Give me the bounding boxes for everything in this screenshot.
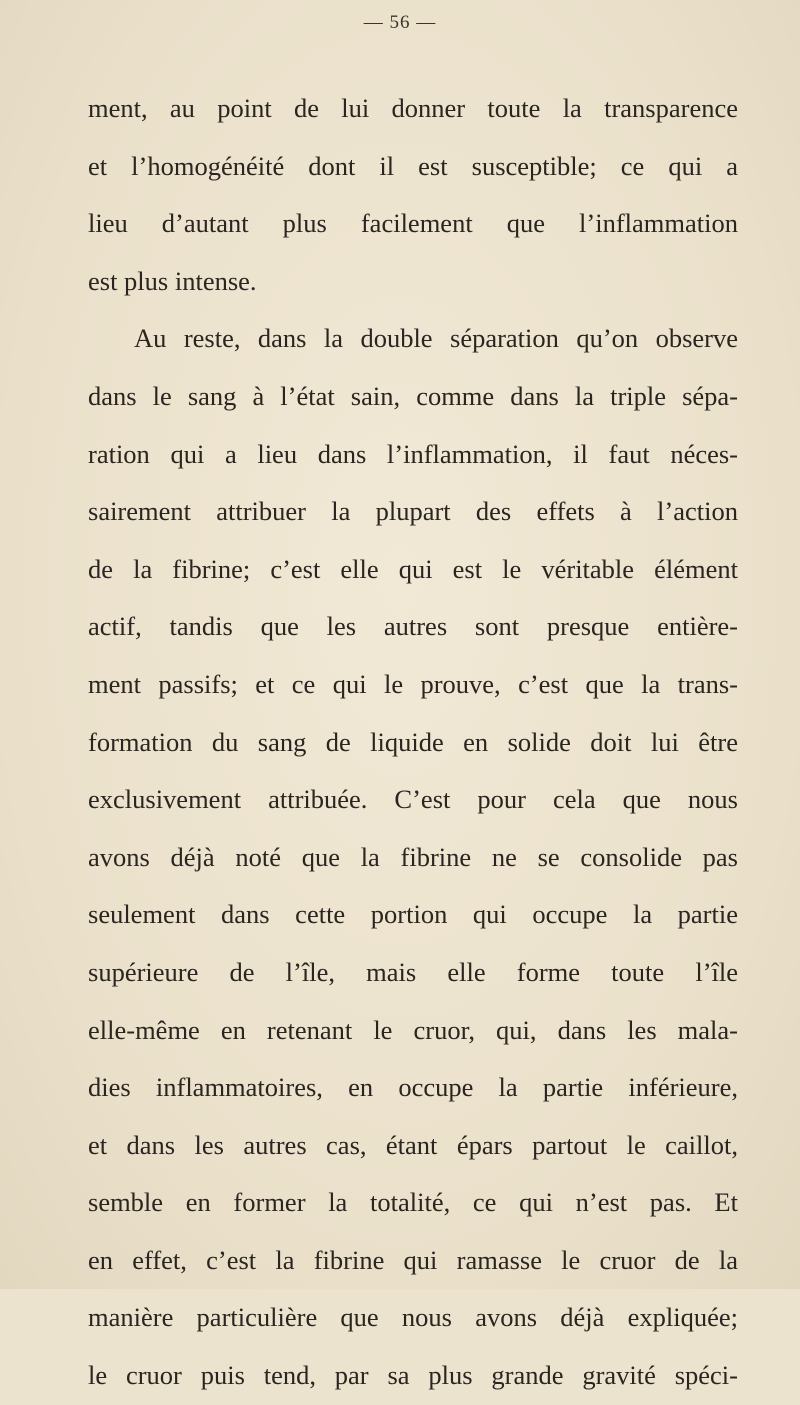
text-line: est plus intense. [88, 265, 257, 296]
text-line: sairement attribuer la plupart des effets à l’action [88, 496, 738, 527]
text-line: avons déjà noté que la fibrine ne se consolide pas [88, 841, 738, 872]
text-line: en effet, c’est la fibrine qui ramasse le cruor de la [88, 1244, 738, 1275]
page-number: — 56 — [363, 12, 437, 33]
text-line: dies inflammatoires, en occupe la partie inférieure, [88, 1072, 738, 1103]
text-line: actif, tandis que les autres sont presque entière- [88, 611, 738, 642]
body-text [88, 80, 738, 1405]
paragraph-start-line: Au reste, dans la double séparation qu’on observe [134, 323, 738, 354]
text-line: ment, au point de lui donner toute la transparence [88, 93, 738, 123]
text-line: et dans les autres cas, étant épars partout le caillot, [88, 1129, 738, 1160]
text-line: elle-même en retenant le cruor, qui, dans les mala- [88, 1014, 738, 1045]
text-line: ration qui a lieu dans l’inflammation, il faut néces- [88, 438, 738, 469]
text-line: et l’homogénéité dont il est susceptible; ce qui a [88, 150, 738, 181]
text-line: seulement dans cette portion qui occupe la partie [88, 899, 738, 930]
text-line: ment passifs; et ce qui le prouve, c’est que la trans- [88, 668, 738, 699]
text-line: semble en former la totalité, ce qui n’est pas. Et [88, 1187, 738, 1218]
text-line: dans le sang à l’état sain, comme dans la triple sépa- [88, 380, 738, 411]
text-line: le cruor puis tend, par sa plus grande gravité spéci- [88, 1360, 738, 1391]
text-line: lieu d’autant plus facilement que l’inflammation [88, 208, 738, 239]
text-line: formation du sang de liquide en solide doit lui être [88, 726, 738, 757]
text-line: supérieure de l’île, mais elle forme toute l’île [88, 956, 738, 987]
text-line: de la fibrine; c’est elle qui est le véritable élément [88, 553, 738, 584]
text-line: exclusivement attribuée. C’est pour cela que nous [88, 784, 738, 815]
text-line: manière particulière que nous avons déjà expliquée; [88, 1302, 738, 1333]
